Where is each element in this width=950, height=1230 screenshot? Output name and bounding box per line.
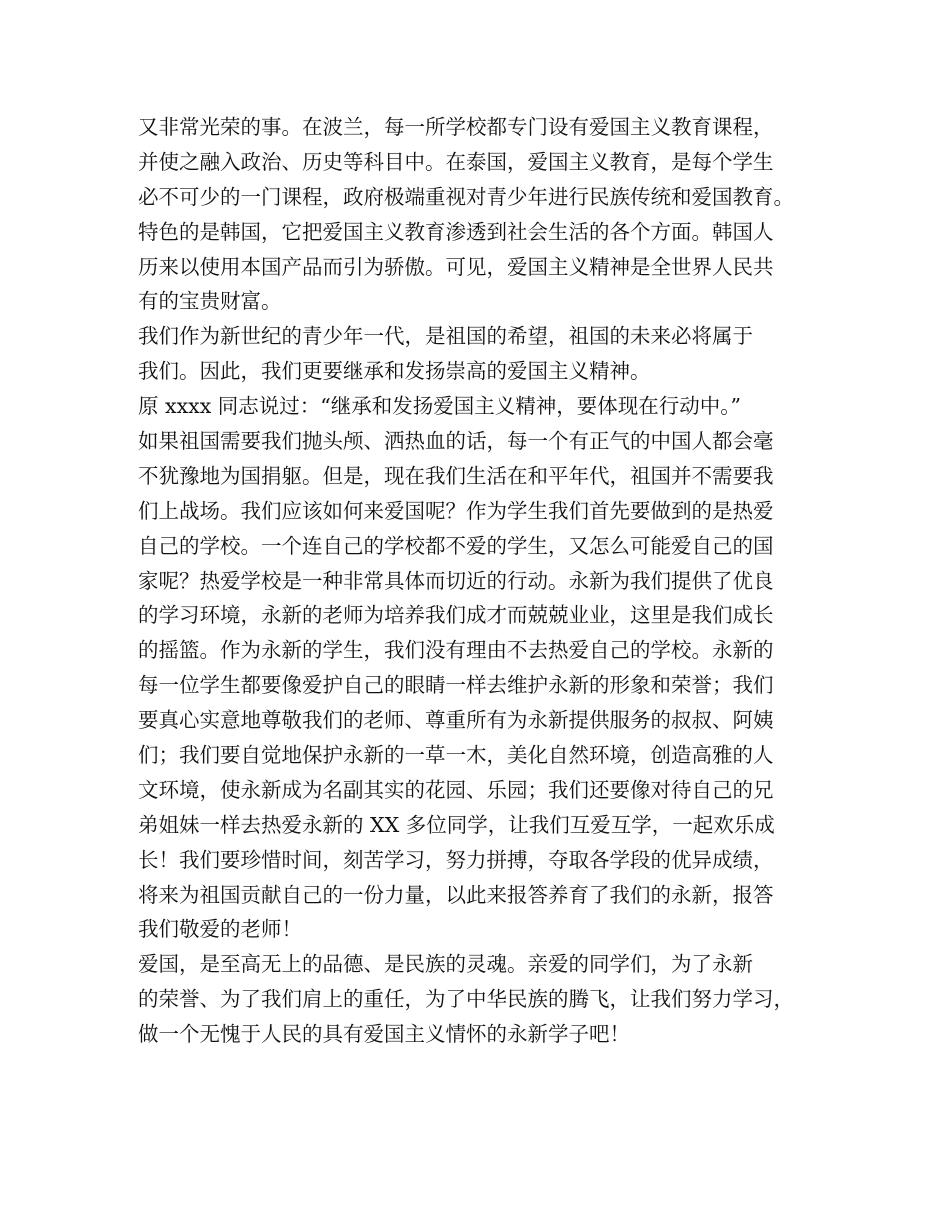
text-line: 将来为祖国贡献自己的一份力量，以此来报答养育了我们的永新，报答 [138,882,774,907]
text-line: 文环境，使永新成为名副其实的花园、乐园；我们还要像对待自己的兄 [138,777,774,802]
text-line: 历来以使用本国产品而引为骄傲。可见，爱国主义精神是全世界人民共 [138,254,774,279]
text-line: 做一个无愧于人民的具有爱国主义情怀的永新学子吧！ [138,1022,630,1047]
text-line: 不犹豫地为国捐躯。但是，现在我们生活在和平年代，祖国并不需要我 [138,463,774,488]
text-line: 我们敬爱的老师！ [138,917,302,942]
text-line: 要真心实意地尊敬我们的老师、尊重所有为永新提供服务的叔叔、阿姨 [138,708,774,733]
text-line: 我们作为新世纪的青少年一代，是祖国的希望，祖国的未来必将属于 [138,324,753,349]
text-line: 有的宝贵财富。 [138,289,282,314]
text-line: 们上战场。我们应该如何来爱国呢？作为学生我们首先要做到的是热爱 [138,498,774,523]
text-line: 又非常光荣的事。在波兰，每一所学校都专门设有爱国主义教育课程， [138,115,774,139]
text-line: 每一位学生都要像爱护自己的眼睛一样去维护永新的形象和荣誉；我们 [138,673,774,698]
text-line: 我们。因此，我们更要继承和发扬崇高的爱国主义精神。 [138,359,651,384]
text-line: 们；我们要自觉地保护永新的一草一木，美化自然环境，创造高雅的人 [138,743,774,768]
text-line: 的学习环境，永新的老师为培养我们成才而兢兢业业，这里是我们成长 [138,603,774,628]
text-line: 的荣誉、为了我们肩上的重任，为了中华民族的腾飞，让我们努力学习， [138,987,794,1012]
text-line: 必不可少的一门课程，政府极端重视对青少年进行民族传统和爱国教育。 [138,184,794,209]
text-line: 原 xxxx 同志说过：“继承和发扬爱国主义精神，要体现在行动中。” [138,394,741,419]
text-line: 如果祖国需要我们抛头颅、洒热血的话，每一个有正气的中国人都会毫 [138,429,774,454]
text-line: 特色的是韩国，它把爱国主义教育渗透到社会生活的各个方面。韩国人 [138,219,774,244]
text-line: 家呢？热爱学校是一种非常具体而切近的行动。永新为我们提供了优良 [138,568,774,593]
text-line: 爱国，是至高无上的品德、是民族的灵魂。亲爱的同学们，为了永新 [138,952,753,977]
text-line: 并使之融入政治、历史等科目中。在泰国，爱国主义教育，是每个学生 [138,149,774,174]
document-body [138,110,838,1052]
text-line: 弟姐妹一样去热爱永新的 XX 多位同学，让我们互爱互学，一起欢乐成 [138,812,775,837]
text-line: 长！我们要珍惜时间，刻苦学习，努力拼搏，夺取各学段的优异成绩， [138,847,774,872]
text-line: 的摇篮。作为永新的学生，我们没有理由不去热爱自己的学校。永新的 [138,638,774,663]
text-line: 自己的学校。一个连自己的学校都不爱的学生，又怎么可能爱自己的国 [138,533,774,558]
